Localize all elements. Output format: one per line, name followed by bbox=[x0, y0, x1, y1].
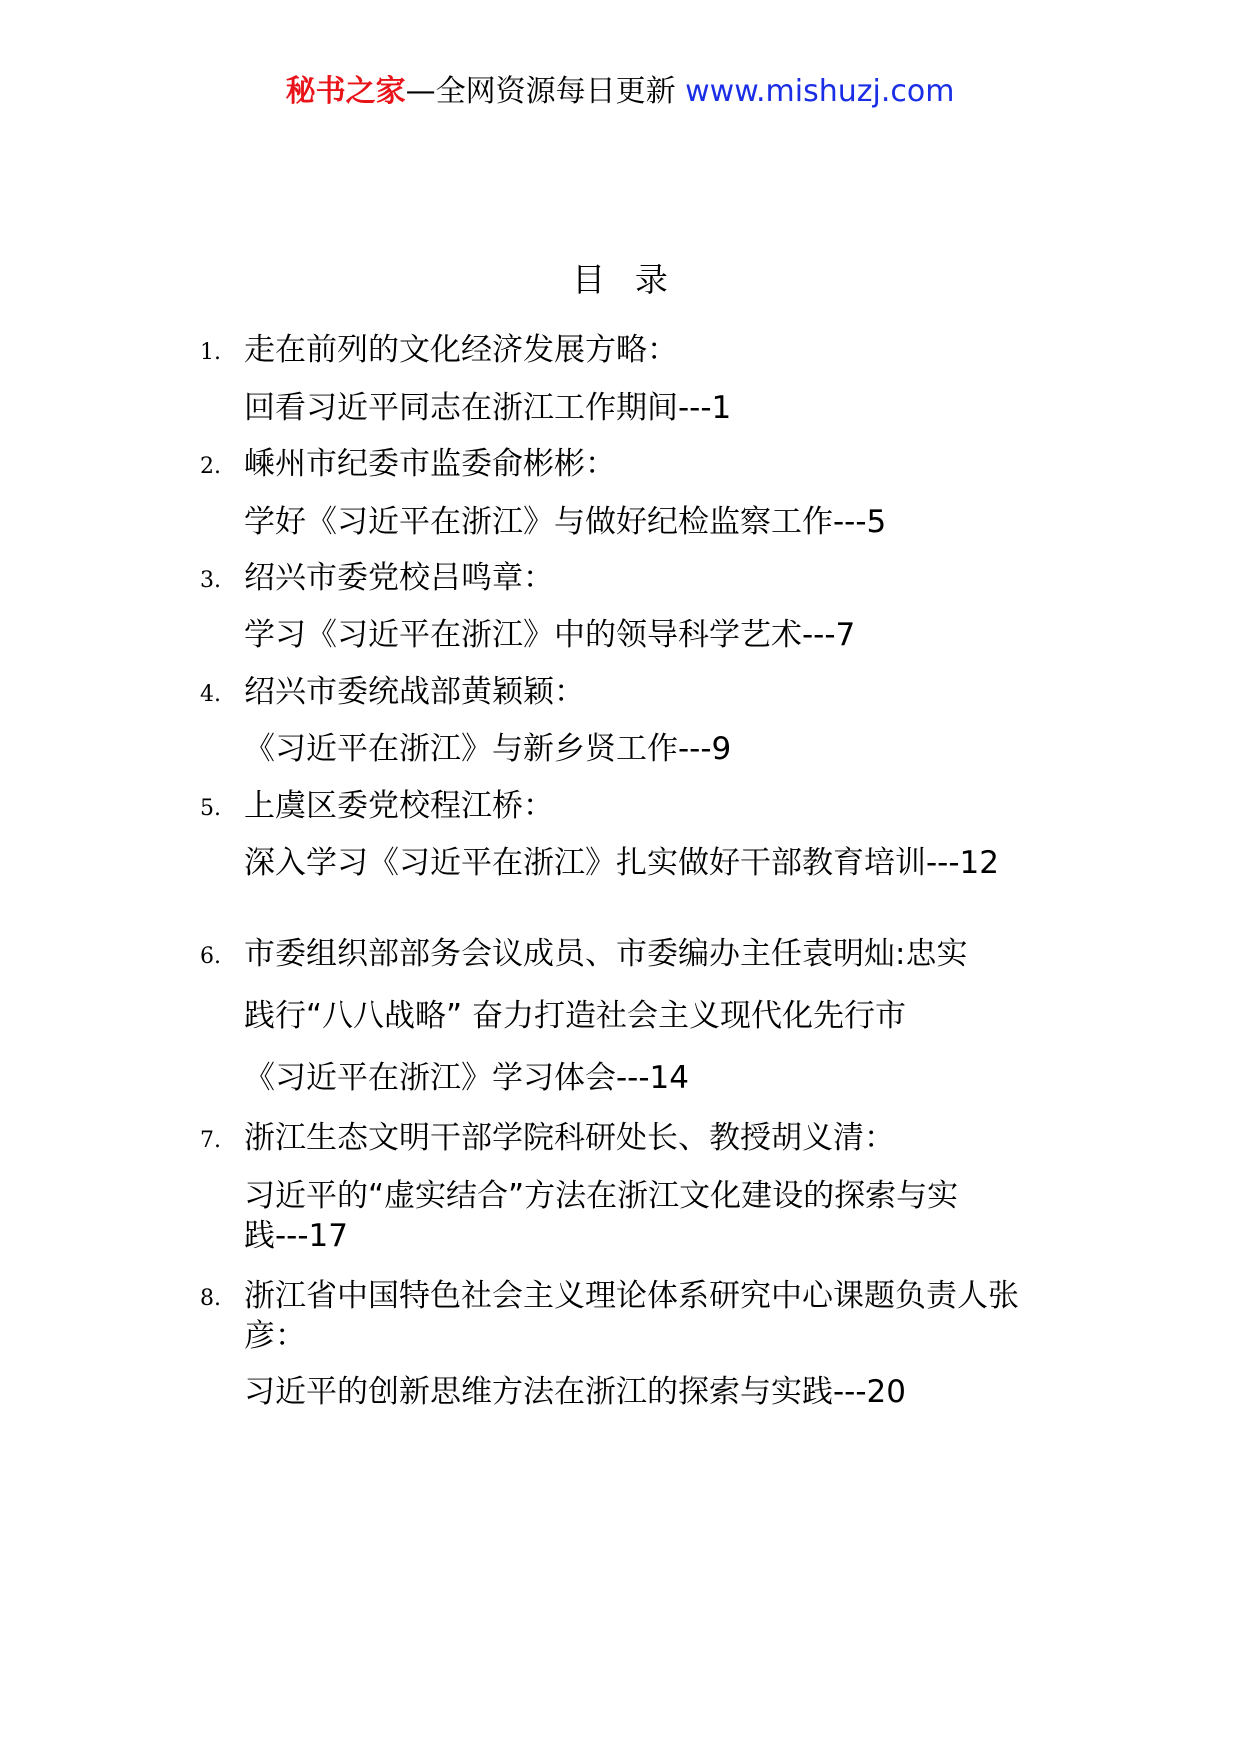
site-header bbox=[0, 72, 1240, 112]
entry-number: 7. bbox=[200, 1128, 221, 1153]
entry-author-line: 嵊州市纪委市监委俞彬彬： bbox=[244, 446, 616, 482]
entry-author-line: 绍兴市委党校吕鸣章： bbox=[244, 560, 554, 596]
entry-title-line: 践行“八八战略” 奋力打造社会主义现代化先行市 bbox=[244, 998, 906, 1034]
entry-author-line: 浙江生态文明干部学院科研处长、教授胡义清： bbox=[244, 1120, 895, 1156]
entry-title-line: 习近平的“虚实结合”方法在浙江文化建设的探索与实践---17 bbox=[244, 1178, 959, 1254]
entry-number: 4. bbox=[200, 682, 221, 707]
toc-title: 目录 bbox=[572, 260, 698, 299]
header-tagline: —全网资源每日更新 bbox=[405, 74, 676, 109]
entry-author-line: 绍兴市委统战部黄颖颖： bbox=[244, 674, 585, 710]
brand-name: 秘书之家 bbox=[285, 74, 406, 109]
entry-number: 6. bbox=[200, 944, 221, 969]
entry-title-line: 《习近平在浙江》与新乡贤工作---9 bbox=[244, 731, 732, 767]
entry-number: 2. bbox=[200, 454, 221, 479]
entry-title-line: 学习《习近平在浙江》中的领导科学艺术---7 bbox=[244, 617, 856, 653]
entry-title-line: 《习近平在浙江》学习体会---14 bbox=[244, 1060, 690, 1096]
entry-author-line: 市委组织部部务会议成员、市委编办主任袁明灿:忠实 bbox=[244, 936, 968, 972]
entry-number: 1. bbox=[200, 340, 221, 365]
entry-author-line: 走在前列的文化经济发展方略： bbox=[244, 332, 678, 368]
entry-number: 3. bbox=[200, 568, 221, 593]
entry-title-line: 深入学习《习近平在浙江》扎实做好干部教育培训---12 bbox=[244, 845, 1000, 881]
entry-author-line: 浙江省中国特色社会主义理论体系研究中心课题负责人张彦： bbox=[244, 1278, 1019, 1354]
site-url-link[interactable]: www.mishuzj.com bbox=[685, 74, 955, 109]
entry-number: 8. bbox=[200, 1286, 221, 1311]
entry-title-line: 习近平的创新思维方法在浙江的探索与实践---20 bbox=[244, 1374, 907, 1410]
entry-number: 5. bbox=[200, 796, 221, 821]
entry-title-line: 回看习近平同志在浙江工作期间---1 bbox=[244, 390, 732, 426]
entry-author-line: 上虞区委党校程江桥： bbox=[244, 788, 554, 824]
entry-title-line: 学好《习近平在浙江》与做好纪检监察工作---5 bbox=[244, 504, 887, 540]
